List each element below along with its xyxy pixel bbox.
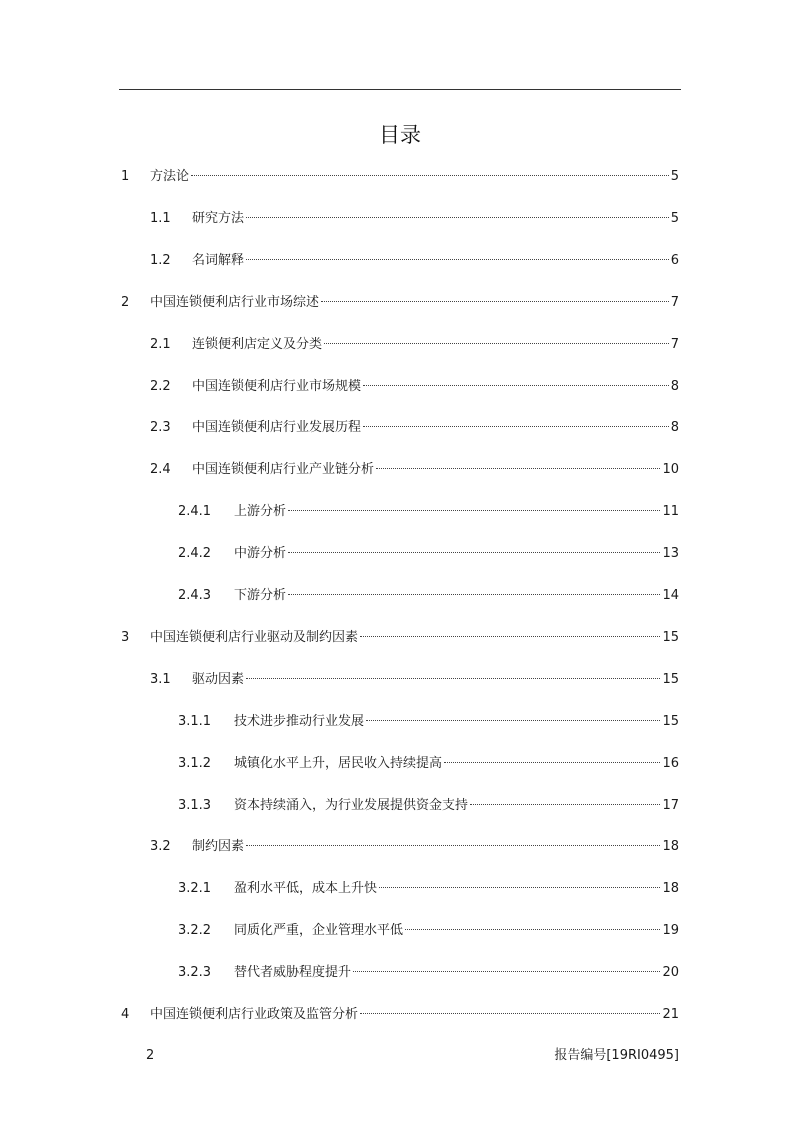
toc-entry-number: 3.1.1 (178, 713, 212, 729)
toc-entry-number: 3.2 (150, 839, 171, 855)
toc-leader-dots (246, 217, 669, 218)
toc-entry-title: 研究方法 (192, 210, 245, 226)
toc-entry[interactable] (0, 754, 800, 774)
toc-leader-dots (321, 301, 669, 302)
toc-entry-page: 7 (670, 336, 679, 352)
toc-entry-number: 4 (121, 1007, 130, 1022)
toc-entry[interactable] (0, 335, 800, 355)
toc-entry-number: 2.1 (150, 336, 171, 352)
toc-leader-dots (246, 678, 660, 679)
toc-entry-number: 2.4.1 (178, 504, 212, 520)
toc-leader-dots (360, 1013, 660, 1014)
toc-entry-page: 14 (662, 588, 679, 603)
toc-entry[interactable] (0, 586, 800, 606)
toc-entry-number: 2 (121, 294, 130, 310)
toc-entry-number: 3 (121, 629, 130, 645)
toc-entry-page: 8 (670, 378, 679, 394)
toc-entry[interactable] (0, 251, 800, 271)
toc-leader-dots (470, 804, 660, 805)
toc-entry[interactable] (0, 879, 800, 899)
toc-leader-dots (444, 762, 660, 763)
toc-leader-dots (288, 552, 660, 553)
toc-entry[interactable] (0, 628, 800, 648)
toc-entry[interactable] (0, 293, 800, 313)
toc-entry-title: 技术进步推动行业发展 (234, 713, 365, 729)
toc-entry[interactable] (0, 712, 800, 732)
toc-leader-dots (376, 468, 660, 469)
toc-leader-dots (360, 636, 660, 637)
toc-entry-title: 上游分析 (234, 504, 287, 520)
toc-entry-page: 15 (662, 671, 679, 687)
toc-entry-number: 3.2.3 (178, 965, 212, 981)
toc-leader-dots (288, 510, 660, 511)
toc-entry-number: 2.4 (150, 462, 171, 478)
toc-entry-page: 13 (662, 546, 679, 562)
toc-entry-title: 中国连锁便利店行业市场综述 (150, 294, 320, 310)
toc-entry-number: 2.3 (150, 420, 171, 436)
toc-entry[interactable] (0, 418, 800, 438)
toc-entry-page: 15 (662, 713, 679, 729)
toc-entry-title: 名词解释 (192, 252, 245, 268)
toc-entry-title: 同质化严重，企业管理水平低 (234, 923, 404, 939)
toc-entry-page: 5 (670, 169, 679, 184)
page-title: 目录 (379, 123, 421, 147)
toc-entry-number: 3.1 (150, 671, 171, 687)
toc-entry-title: 中国连锁便利店行业驱动及制约因素 (150, 629, 359, 645)
toc-entry-number: 3.1.3 (178, 797, 212, 813)
toc-entry[interactable] (0, 544, 800, 564)
toc-leader-dots (363, 385, 669, 386)
toc-entry[interactable] (0, 167, 800, 187)
toc-entry[interactable] (0, 963, 800, 983)
toc-entry-title: 中国连锁便利店行业产业链分析 (192, 462, 375, 478)
toc-entry[interactable] (0, 921, 800, 941)
footer-page-number: 2 (146, 1048, 155, 1063)
toc-entry-page: 8 (670, 420, 679, 436)
toc-entry-title: 资本持续涌入，为行业发展提供资金支持 (234, 797, 469, 813)
toc-entry-page: 20 (662, 965, 679, 981)
toc-entry[interactable] (0, 460, 800, 480)
toc-leader-dots (246, 845, 660, 846)
toc-entry-number: 3.2.2 (178, 923, 212, 939)
toc-entry-number: 1.1 (150, 210, 171, 226)
toc-entry-page: 15 (662, 629, 679, 645)
toc-entry-title: 中游分析 (234, 546, 287, 562)
toc-entry-page: 10 (662, 462, 679, 478)
toc-entry-title: 连锁便利店定义及分类 (192, 336, 323, 352)
toc-leader-dots (379, 887, 660, 888)
toc-entry-page: 7 (670, 294, 679, 310)
toc-entry[interactable] (0, 1005, 800, 1025)
toc-entry[interactable] (0, 796, 800, 816)
toc-entry-number: 2.4.2 (178, 546, 212, 562)
toc-entry-number: 2.4.3 (178, 588, 212, 603)
toc-entry-page: 19 (662, 923, 679, 939)
toc-entry-title: 制约因素 (192, 839, 245, 855)
toc-entry-title: 中国连锁便利店行业政策及监管分析 (150, 1007, 359, 1022)
footer-report-code: 报告编号[19RI0495] (554, 1048, 679, 1063)
toc-leader-dots (405, 929, 660, 930)
toc-leader-dots (353, 971, 660, 972)
toc-entry-page: 18 (662, 839, 679, 855)
toc-entry-page: 21 (662, 1007, 679, 1022)
toc-entry[interactable] (0, 670, 800, 690)
toc-entry-page: 17 (662, 797, 679, 813)
toc-entry-title: 下游分析 (234, 588, 287, 603)
toc-entry-page: 5 (670, 210, 679, 226)
toc-entry-title: 方法论 (150, 169, 190, 184)
toc-entry-page: 16 (662, 755, 679, 771)
toc-entry[interactable] (0, 502, 800, 522)
toc-entry-title: 中国连锁便利店行业市场规模 (192, 378, 362, 394)
toc-entry[interactable] (0, 837, 800, 857)
toc-leader-dots (191, 175, 669, 176)
toc-entry-number: 3.2.1 (178, 881, 212, 897)
toc-entry-title: 驱动因素 (192, 671, 245, 687)
toc-entry-number: 3.1.2 (178, 755, 212, 771)
toc-entry-title: 盈利水平低，成本上升快 (234, 881, 378, 897)
toc-leader-dots (246, 259, 669, 260)
toc-entry[interactable] (0, 377, 800, 397)
toc-entry-number: 1 (121, 169, 130, 184)
toc-leader-dots (288, 594, 660, 595)
toc-entry-page: 18 (662, 881, 679, 897)
toc-entry-page: 6 (670, 252, 679, 268)
toc-entry-title: 城镇化水平上升，居民收入持续提高 (234, 755, 443, 771)
toc-entry[interactable] (0, 209, 800, 229)
toc-entry-title: 中国连锁便利店行业发展历程 (192, 420, 362, 436)
toc-entry-number: 2.2 (150, 378, 171, 394)
toc-entry-title: 替代者威胁程度提升 (234, 965, 352, 981)
toc-entry-number: 1.2 (150, 252, 171, 268)
toc-leader-dots (363, 426, 669, 427)
toc-entry-page: 11 (662, 504, 679, 520)
toc-leader-dots (324, 343, 669, 344)
toc-leader-dots (366, 720, 660, 721)
